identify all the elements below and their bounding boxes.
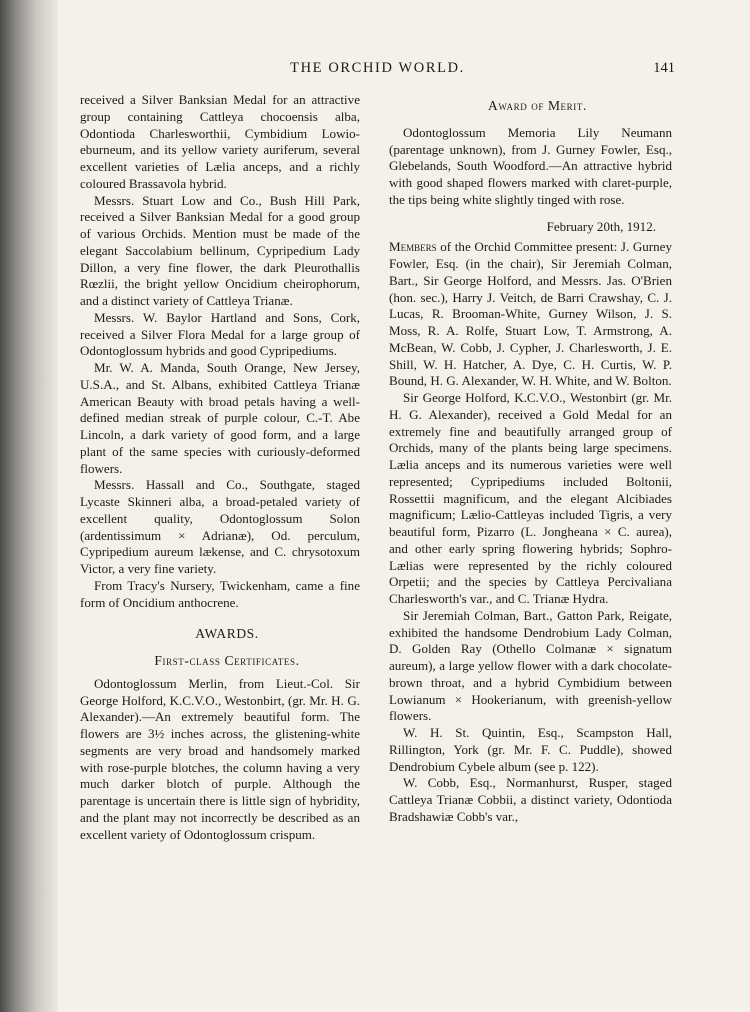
paragraph: Odontoglossum Memoria Lily Neumann (parentage unknown), from J. Gurney Fowler, Esq., Glebelands, South Woodford.—An attractive hybrid with good shaped flowers marked with claret-purple, the tips being white slightly tinged with rose. [389, 124, 672, 207]
meeting-date: February 20th, 1912. [546, 218, 656, 234]
left-column [80, 92, 360, 843]
page-number: 141 [653, 60, 675, 76]
running-title: THE ORCHID WORLD. [290, 60, 465, 76]
paragraph: Messrs. W. Baylor Hartland and Sons, Cork, received a Silver Flora Medal for a large group of Odontoglossum hybrids and good Cypripediums. [80, 309, 360, 359]
paragraph: Mr. W. A. Manda, South Orange, New Jersey, U.S.A., and St. Albans, exhibited Cattleya Trianæ American Beauty with broad petals having a well-defined median streak of purple colour, C.-T. Abe Lincoln, a dark variety of good form, and a large plant of the same species with curiously-deformed flowers. [80, 360, 360, 476]
paragraph: Odontoglossum Merlin, from Lieut.-Col. Sir George Holford, K.C.V.O., Westonbirt, (gr. Mr. H. G. Alexander).—An extremely beautiful form. The flowers are 3½ inches across, the glistening-white segments are very broad and handsomely marked with rose-purple blotches, the column having a very much darker blotch of purple. Although the parentage is uncertain there is little sign of hybridity, and the plant may not incorrectly be described as an excellent variety of Odontoglossum crispum. [80, 675, 360, 842]
page-header [80, 60, 675, 82]
paragraph: Sir George Holford, K.C.V.O., Westonbirt (gr. Mr. H. G. Alexander), received a Gold Medal for an extremely fine and beautifully arranged group of Orchids, many of the plants being large specimens. Lælia anceps and its numerous varieties were well represented; Cypripediums included Boltonii, Rossettii magnificum, and the elegant Alcibiades magnificum; Lælio-Cattleyas included Tigris, a very beautiful form, Pizarro (L. Jongheana × C. aurea), and other early spring flowering hybrids; Sophro-Lælias were represented by the richly coloured Orpetii; and the species by Cattleya Percivaliana Charlesworth's var., and C. Trianæ Hydra. [389, 390, 672, 606]
awards-heading: AWARDS. [195, 626, 259, 642]
paragraph: Messrs. Hassall and Co., Southgate, staged Lycaste Skinneri alba, a broad-petaled variety of excellent quality, Odontoglossum Solon (ardentissimum × Adrianæ), Od. perculum, Cypripedium aureum lækense, and C. chrysotoxum Victor, a very fine variety. [80, 477, 360, 576]
first-class-certificates-heading: First-class Certificates. [154, 653, 300, 668]
paragraph: received a Silver Banksian Medal for an attractive group containing Cattleya chocoensis alba, Odontioda Charlesworthii, Cymbidium Lowio-eburneum, and its yellow variety auriferum, several excellent varieties of Lælia anceps, and a richly coloured Brassavola hybrid. [80, 92, 360, 191]
paragraph: From Tracy's Nursery, Twickenham, came a fine form of Oncidium anthocrene. [80, 577, 360, 610]
right-column [389, 92, 672, 826]
award-of-merit-heading: Award of Merit. [488, 98, 587, 113]
committee-text: of the Orchid Committee present: J. Gurney Fowler, Esq. (in the chair), Sir Jeremiah Colman, Bart., Sir George Holford, and Messrs. Jas. O'Brien (hon. sec.), Harry J. Veitch, de Barri Crawshay, C. J. Lucas, R. Brooman-White, Gurney Wilson, J. S. Moss, R. A. Rolfe, Stuart Low, T. Armstrong, A. McBean, W. Cobb, J. Cypher, J. Charlesworth, J. E. Shill, W. H. Hatcher, A. Dye, C. H. Curtis, W. P. Bound, H. G. Alexander, W. H. White, and W. Bolton. [389, 239, 672, 389]
paragraph: W. Cobb, Esq., Normanhurst, Rusper, staged Cattleya Trianæ Cobbii, a distinct variety, Odontioda Bradshawiæ Cobb's var., [389, 775, 672, 824]
paragraph: W. H. St. Quintin, Esq., Scampston Hall, Rillington, York (gr. Mr. F. C. Puddle), showed Dendrobium Cybele album (see p. 122). [389, 725, 672, 774]
binding-gutter-shadow [0, 0, 58, 1012]
paragraph: Sir Jeremiah Colman, Bart., Gatton Park, Reigate, exhibited the handsome Dendrobium Lady Colman, D. Golden Ray (Othello Colmanæ × signatum aureum), a large yellow flower with a dark chocolate-brown throat, and a hybrid Cymbidium between Lowianum × Hookerianum, with greenish-yellow flowers. [389, 607, 672, 724]
paragraph: Messrs. Stuart Low and Co., Bush Hill Park, received a Silver Banksian Medal for a good group of various Orchids. Mention must be made of the elegant Saccolabium bellinum, Cypripedium Lady Dillon, a very fine flower, the dark Pleurothallis Rœzlii, the bright yellow Oncidium cheirophorum, and a distinct variety of Cattleya Trianæ. [80, 192, 360, 308]
committee-paragraph [389, 239, 672, 390]
committee-lead: Members [389, 239, 437, 255]
